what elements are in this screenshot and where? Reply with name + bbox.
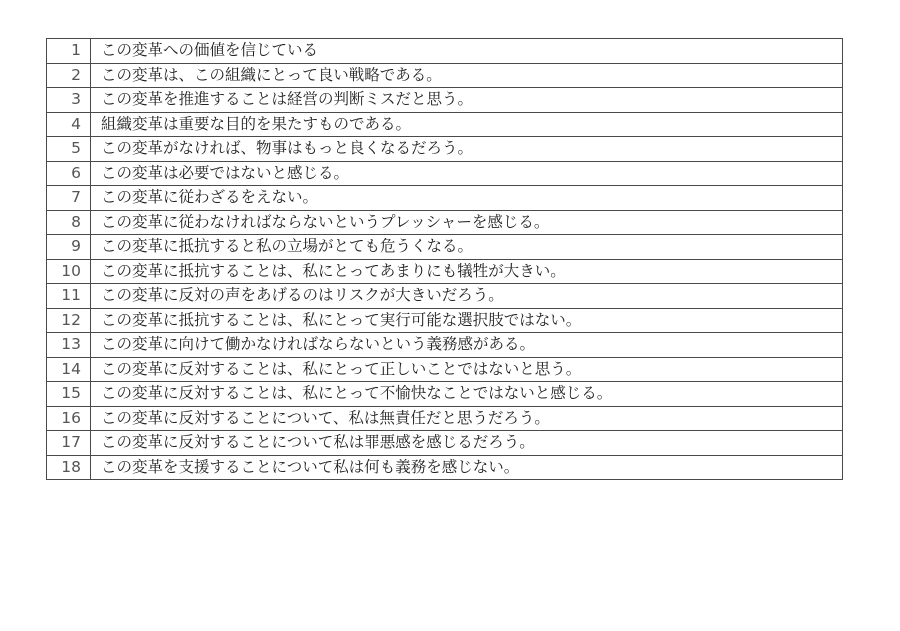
- table-row: [47, 186, 843, 211]
- table-row: [47, 39, 843, 64]
- item-text: この変革に抵抗すると私の立場がとても危うくなる。: [91, 235, 843, 260]
- item-number: 6: [47, 161, 91, 186]
- table-row: [47, 406, 843, 431]
- item-text: この変革に抵抗することは、私にとってあまりにも犠牲が大きい。: [91, 259, 843, 284]
- table-row: [47, 63, 843, 88]
- table-row: [47, 284, 843, 309]
- item-number: 18: [47, 455, 91, 480]
- item-number: 1: [47, 39, 91, 64]
- item-number: 12: [47, 308, 91, 333]
- table-row: [47, 382, 843, 407]
- item-text: この変革に反対することについて私は罪悪感を感じるだろう。: [91, 431, 843, 456]
- item-number: 11: [47, 284, 91, 309]
- item-number: 5: [47, 137, 91, 162]
- table-row: [47, 455, 843, 480]
- item-text: この変革に従わなければならないというプレッシャーを感じる。: [91, 210, 843, 235]
- item-number: 10: [47, 259, 91, 284]
- table-row: [47, 333, 843, 358]
- item-number: 8: [47, 210, 91, 235]
- item-text: 組織変革は重要な目的を果たすものである。: [91, 112, 843, 137]
- item-text: この変革を支援することについて私は何も義務を感じない。: [91, 455, 843, 480]
- item-text: この変革に反対することについて、私は無責任だと思うだろう。: [91, 406, 843, 431]
- table-row: [47, 235, 843, 260]
- table-row: [47, 259, 843, 284]
- table-row: [47, 88, 843, 113]
- item-text: この変革に反対の声をあげるのはリスクが大きいだろう。: [91, 284, 843, 309]
- survey-items-table: [46, 38, 843, 480]
- table-row: [47, 210, 843, 235]
- item-text: この変革を推進することは経営の判断ミスだと思う。: [91, 88, 843, 113]
- table-row: [47, 161, 843, 186]
- item-number: 15: [47, 382, 91, 407]
- item-number: 3: [47, 88, 91, 113]
- item-text: この変革がなければ、物事はもっと良くなるだろう。: [91, 137, 843, 162]
- item-text: この変革に従わざるをえない。: [91, 186, 843, 211]
- item-number: 16: [47, 406, 91, 431]
- item-number: 7: [47, 186, 91, 211]
- table-row: [47, 112, 843, 137]
- item-text: この変革に向けて働かなければならないという義務感がある。: [91, 333, 843, 358]
- item-number: 13: [47, 333, 91, 358]
- item-number: 4: [47, 112, 91, 137]
- item-number: 2: [47, 63, 91, 88]
- item-number: 17: [47, 431, 91, 456]
- item-number: 9: [47, 235, 91, 260]
- item-text: この変革に反対することは、私にとって不愉快なことではないと感じる。: [91, 382, 843, 407]
- table-row: [47, 137, 843, 162]
- item-text: この変革への価値を信じている: [91, 39, 843, 64]
- item-text: この変革は必要ではないと感じる。: [91, 161, 843, 186]
- table-row: [47, 308, 843, 333]
- table-row: [47, 431, 843, 456]
- item-text: この変革に反対することは、私にとって正しいことではないと思う。: [91, 357, 843, 382]
- item-number: 14: [47, 357, 91, 382]
- item-text: この変革に抵抗することは、私にとって実行可能な選択肢ではない。: [91, 308, 843, 333]
- item-text: この変革は、この組織にとって良い戦略である。: [91, 63, 843, 88]
- table-row: [47, 357, 843, 382]
